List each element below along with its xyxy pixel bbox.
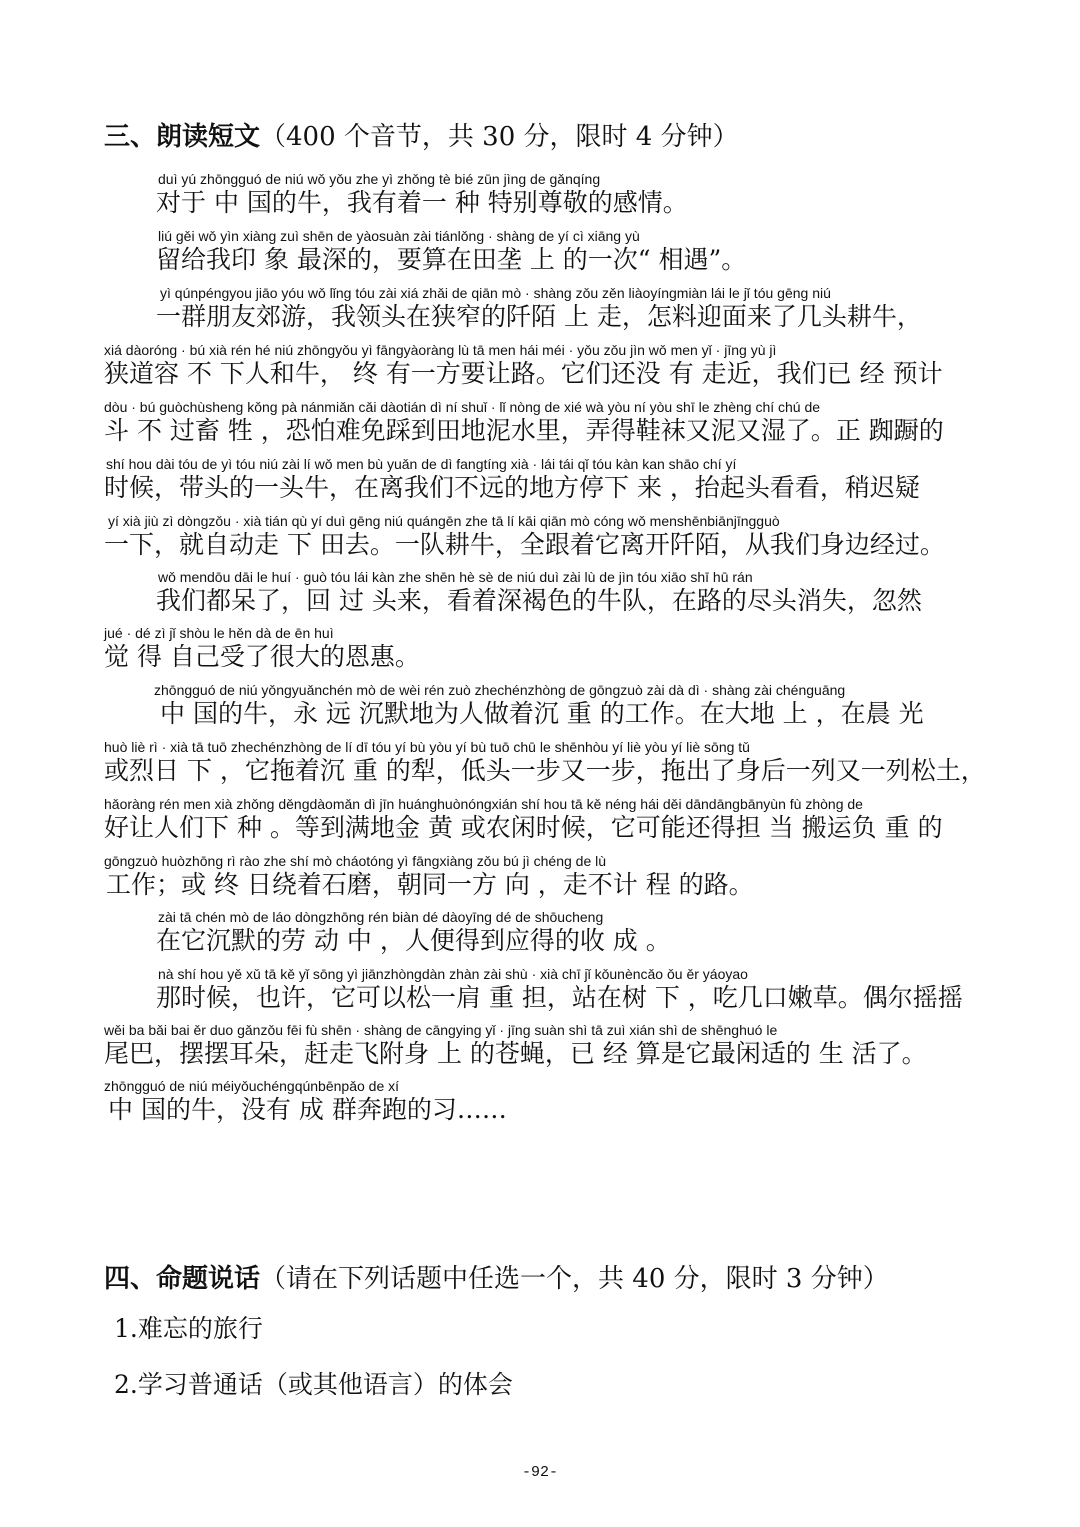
text-row: 我们都呆了，回 过 头来，看着深褐色的牛队，在路的尽头消失，忽然 [156, 586, 922, 615]
section-3-note: （400 个音节，共 30 分，限时 4 分钟） [260, 122, 739, 152]
pinyin-row: liú gěi wǒ yìn xiàng zuì shēn de yàosuàn zài tiánlǒng · shàng de yí cì xiāng yù [158, 228, 640, 244]
text-row: 或烈日 下 ，它拖着沉 重 的犁，低头一步又一步，拖出了身后一列又一列松土， [104, 756, 986, 785]
text-row: 中 国的牛，没有 成 群奔跑的习…… [108, 1095, 507, 1124]
pinyin-row: zhōngguó de niú yǒngyuǎnchén mò de wèi rén zuò zhechénzhòng de gōngzuò zài dà dì · shàng zài chénguāng [154, 682, 846, 698]
section-4-heading [104, 1262, 889, 1296]
text-row: 一下，就自动走 下 田去。一队耕牛，全跟着它离开阡陌，从我们身边经过。 [104, 530, 945, 559]
pinyin-row: zài tā chén mò de láo dòngzhōng rén biàn dé dàoyīng dé de shōucheng [158, 909, 604, 925]
pinyin-row: hǎoràng rén men xià zhǒng děngdàomǎn dì jīn huánghuònóngxián shí hou tā kě néng hái děi dāndāngbānyùn fù zhòng de [104, 796, 863, 812]
text-row: 斗 不 过畜 牲 ，恐怕难免踩到田地泥水里，弄得鞋袜又泥又湿了。正 踟蹰的 [104, 416, 944, 445]
pinyin-row: dòu · bú guòchùsheng kǒng pà nánmiǎn cǎi dàotián dì ní shuǐ · lǐ nòng de xié wà yòu ní yòu shī le zhèng chí chú de [104, 399, 821, 415]
pinyin-row: wǒ mendōu dāi le huí · guò tóu lái kàn zhe shēn hè sè de niú duì zài lù de jìn tóu xiāo shī hū rán [158, 569, 753, 585]
section-3-title: 三、朗读短文 [104, 122, 261, 152]
pinyin-row: shí hou dài tóu de yì tóu niú zài lí wǒ men bù yuǎn de dì fangtíng xià · lái tái qǐ tóu kàn kan shāo chí yí [106, 456, 737, 472]
pinyin-row: jué · dé zì jǐ shòu le hěn dà de ēn huì [104, 625, 334, 641]
text-row: 尾巴，摆摆耳朵，赶走飞附身 上 的苍蝇，已 经 算是它最闲适的 生 活了。 [104, 1039, 927, 1068]
pinyin-row: wěi ba bǎi bai ěr duo gǎnzǒu fēi fù shēn · shàng de cāngying yǐ · jīng suàn shì tā zuì xián shì de shēnghuó le [104, 1022, 778, 1038]
text-row: 对于 中 国的牛，我有着一 种 特别尊敬的感情。 [156, 188, 688, 217]
section-3-heading [104, 120, 739, 154]
text-row: 工作；或 终 日绕着石磨，朝同一方 向 ，走不计 程 的路。 [106, 870, 754, 899]
text-row: 狭道容 不 下人和牛， 终 有一方要让路。它们还没 有 走近，我们已 经 预计 [104, 359, 943, 388]
pinyin-row: zhōngguó de niú méiyǒuchéngqúnbēnpǎo de xí [104, 1078, 400, 1094]
text-row: 中 国的牛，永 远 沉默地为人做着沉 重 的工作。在大地 上 ，在晨 光 [160, 699, 924, 728]
text-row: 好让人们下 种 。等到满地金 黄 或农闲时候，它可能还得担 当 搬运负 重 的 [104, 813, 943, 842]
section-4-title: 四、命题说话 [104, 1264, 261, 1294]
pinyin-row: nà shí hou yě xǔ tā kě yǐ sōng yì jiānzhòngdàn zhàn zài shù · xià chī jǐ kǒunèncǎo ǒu ěr yáoyao [158, 966, 748, 982]
text-row: 觉 得 自己受了很大的恩惠。 [104, 642, 420, 671]
text-row: 一群朋友郊游，我领头在狭窄的阡陌 上 走，怎料迎面来了几头耕牛， [156, 302, 922, 331]
pinyin-row: yí xià jiù zì dòngzǒu · xià tián qù yí duì gēng niú quángēn zhe tā lí kāi qiān mò cóng wǒ menshēnbiānjīngguò [108, 513, 780, 529]
topic-item: 1.难忘的旅行 [114, 1314, 263, 1343]
text-row: 留给我印 象 最深的，要算在田垄 上 的一次“ 相遇”。 [156, 245, 747, 274]
pinyin-row: huò liè rì · xià tā tuō zhechénzhòng de lí dī tóu yí bù yòu yí bù tuō chū le shēnhòu yí liè yòu yí liè sōng tǔ [104, 739, 750, 755]
section-4-note: （请在下列话题中任选一个，共 40 分，限时 3 分钟） [260, 1264, 889, 1294]
text-row: 那时候，也许，它可以松一肩 重 担，站在树 下 ，吃几口嫩草。偶尔摇摇 [156, 983, 963, 1012]
pinyin-row: yì qúnpéngyou jiāo yóu wǒ lǐng tóu zài xiá zhǎi de qiān mò · shàng zǒu zěn liàoyíngmiàn lái le jǐ tóu gēng niú [160, 285, 831, 301]
page-number: -92- [521, 1464, 558, 1481]
text-row: 在它沉默的劳 动 中 ，人便得到应得的收 成 。 [156, 926, 671, 955]
topic-item: 2.学习普通话（或其他语言）的体会 [114, 1370, 513, 1399]
pinyin-row: duì yú zhōngguó de niú wǒ yǒu zhe yì zhǒng tè bié zūn jìng de gǎnqíng [158, 171, 601, 187]
pinyin-row: gōngzuò huòzhōng rì rào zhe shí mò cháotóng yì fāngxiàng zǒu bú jì chéng de lù [104, 853, 607, 869]
text-row: 时候，带头的一头牛，在离我们不远的地方停下 来 ，抬起头看看，稍迟疑 [104, 473, 920, 502]
pinyin-row: xiá dàoróng · bú xià rén hé niú zhōngyǒu yì fāngyàoràng lù tā men hái méi · yǒu zǒu jìn wǒ men yǐ · jīng yù jì [104, 342, 777, 358]
